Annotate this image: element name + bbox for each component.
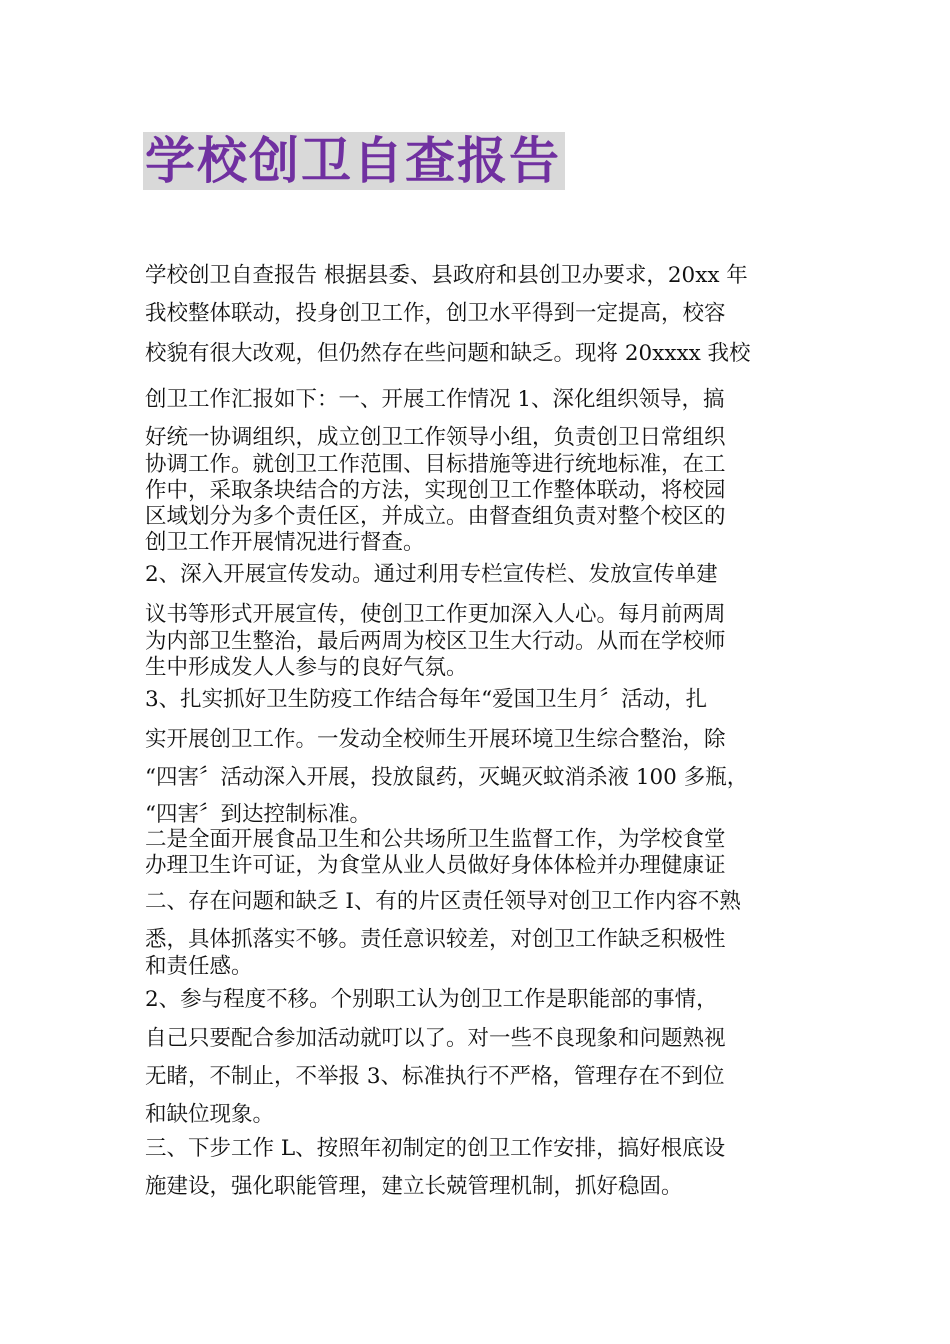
- document-title: 学校创卫自查报告: [145, 132, 561, 190]
- body-line: 区域划分为多个责任区，并成立。由督查组负责对整个校区的: [145, 504, 726, 529]
- body-line: 三、下步工作 L、按照年初制定的创卫工作安排，搞好根底设: [145, 1136, 726, 1161]
- body-line: 二、存在问题和缺乏 I、有的片区责任领导对创卫工作内容不熟: [145, 889, 741, 914]
- body-line: 2、深入开展宣传发动。通过利用专栏宣传栏、发放宣传单建: [145, 562, 718, 587]
- body-line: 悉，具体抓落实不够。责任意识较差，对创卫工作缺乏积极性: [145, 927, 726, 952]
- body-line: 校貌有很大改观，但仍然存在些问题和缺乏。现将 20xxxx 我校: [145, 341, 751, 366]
- body-line: 创卫工作开展情况进行督查。: [145, 530, 425, 555]
- body-line: 实开展创卫工作。一发动全校师生开展环境卫生综合整治，除: [145, 727, 726, 752]
- body-line: 自己只要配合参加活动就叮以了。对一些不良现象和问题熟视: [145, 1026, 726, 1051]
- body-line: “四害〞活动深入开展，投放鼠药，灭蝇灭蚊消杀液 100 多瓶，: [145, 765, 749, 790]
- body-line: 和责任感。: [145, 954, 253, 979]
- body-line: 作中，采取条块结合的方法，实现创卫工作整体联动，将校园: [145, 478, 726, 503]
- body-line: 和缺位现象。: [145, 1102, 275, 1127]
- body-line: 生中形成发人人参与的良好气氛。: [145, 655, 468, 680]
- body-line: 3、扎实抓好卫生防疫工作结合每年“爱国卫生月〞活动，扎: [145, 687, 708, 712]
- body-line: 办理卫生许可证，为食堂从业人员做好身体体检并办理健康证: [145, 853, 726, 878]
- body-line: 施建设，强化职能管理，建立长兢管理机制，抓好稳固。: [145, 1174, 683, 1199]
- body-line: 无睹，不制止，不举报 3、标准执行不严格，管理存在不到位: [145, 1064, 725, 1089]
- body-line: “四害〞到达控制标准。: [145, 802, 371, 827]
- body-line: 创卫工作汇报如下：一、开展工作情况 1、深化组织领导，搞: [145, 387, 725, 412]
- body-line: 为内部卫生整治，最后两周为校区卫生大行动。从而在学校师: [145, 629, 726, 654]
- title-highlight: [143, 132, 565, 190]
- body-line: 协调工作。就创卫工作范围、目标措施等进行统地标准，在工: [145, 452, 726, 477]
- body-line: 2、参与程度不移。个别职工认为创卫工作是职能部的事情，: [145, 987, 718, 1012]
- body-line: 学校创卫自查报告 根据县委、县政府和县创卫办要求，20xx 年: [145, 263, 748, 288]
- body-line: 二是全面开展食品卫生和公共场所卫生监督工作，为学校食堂: [145, 827, 726, 852]
- body-line: 议书等形式开展宣传，使创卫工作更加深入人心。每月前两周: [145, 602, 726, 627]
- body-line: 我校整体联动，投身创卫工作，创卫水平得到一定提高，校容: [145, 301, 726, 326]
- body-line: 好统一协调组织，成立创卫工作领导小组，负责创卫日常组织: [145, 425, 726, 450]
